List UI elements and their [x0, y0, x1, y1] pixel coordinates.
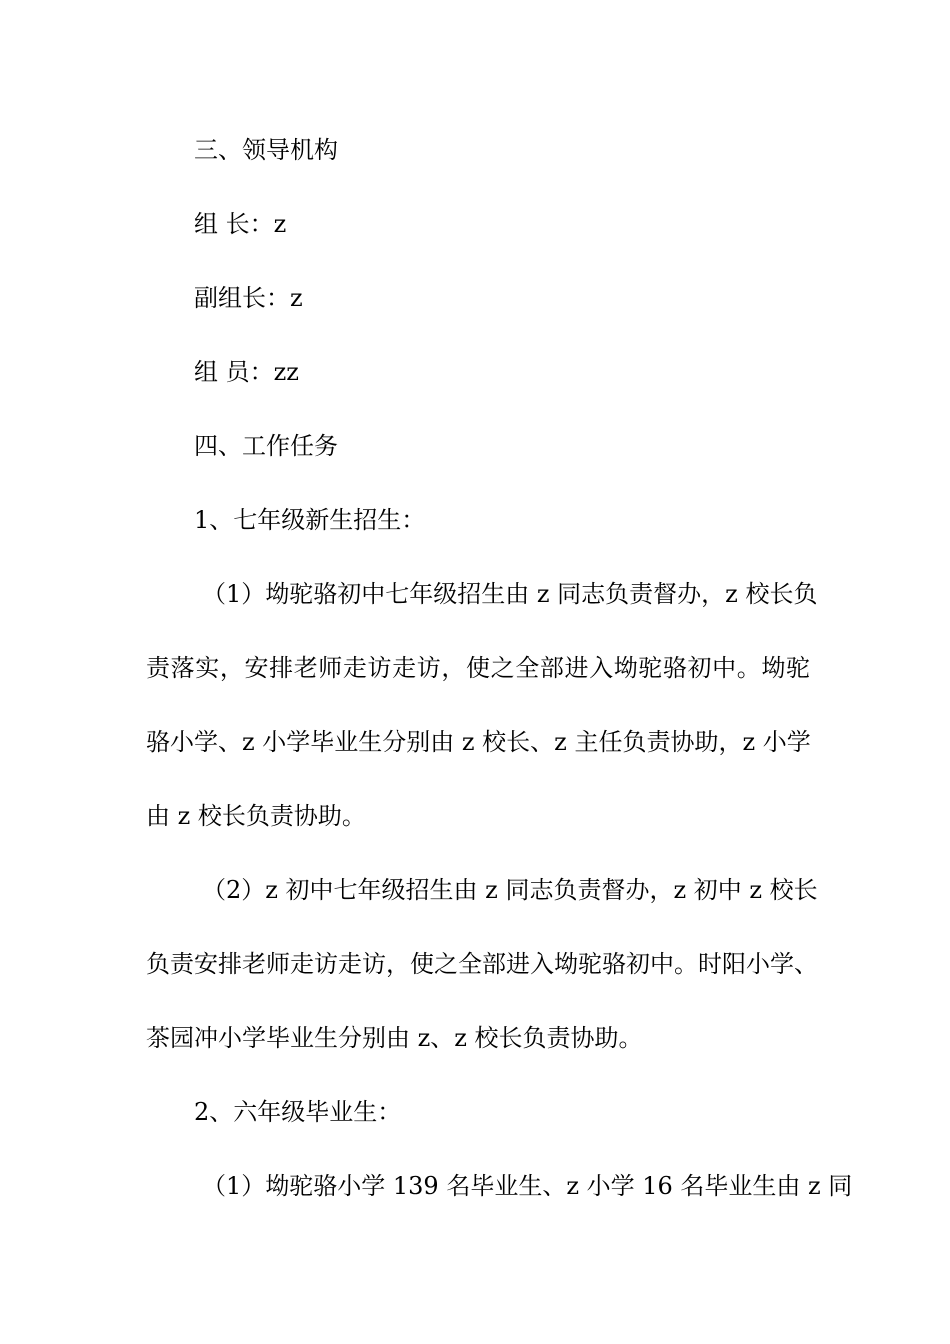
group-leader-line: 组 长：z — [194, 210, 287, 238]
paragraph-line: 负责安排老师走访走访，使之全部进入坳驼骆初中。时阳小学、 — [146, 950, 818, 978]
paragraph-line: 由 z 校长负责协助。 — [146, 802, 366, 830]
task-1-heading: 1、七年级新生招生： — [194, 506, 426, 534]
paragraph-line: 茶园冲小学毕业生分别由 z、z 校长负责协助。 — [146, 1024, 643, 1052]
group-members-line: 组 员：zz — [194, 358, 299, 386]
paragraph-line: 责落实，安排老师走访走访，使之全部进入坳驼骆初中。坳驼 — [146, 654, 810, 682]
deputy-leader-line: 副组长：z — [194, 284, 303, 312]
document-body — [146, 113, 853, 1223]
task-2-heading: 2、六年级毕业生： — [194, 1098, 402, 1126]
paragraph-line: （2）z 初中七年级招生由 z 同志负责督办，z 初中 z 校长 — [202, 876, 818, 904]
paragraph-line: （1）坳驼骆小学 139 名毕业生、z 小学 16 名毕业生由 z 同 — [202, 1172, 853, 1200]
paragraph-line: 骆小学、z 小学毕业生分别由 z 校长、z 主任负责协助，z 小学 — [146, 728, 811, 756]
section-heading-tasks: 四、工作任务 — [194, 432, 338, 460]
section-heading-leadership: 三、领导机构 — [194, 136, 338, 164]
paragraph-line: （1）坳驼骆初中七年级招生由 z 同志负责督办，z 校长负 — [202, 580, 818, 608]
